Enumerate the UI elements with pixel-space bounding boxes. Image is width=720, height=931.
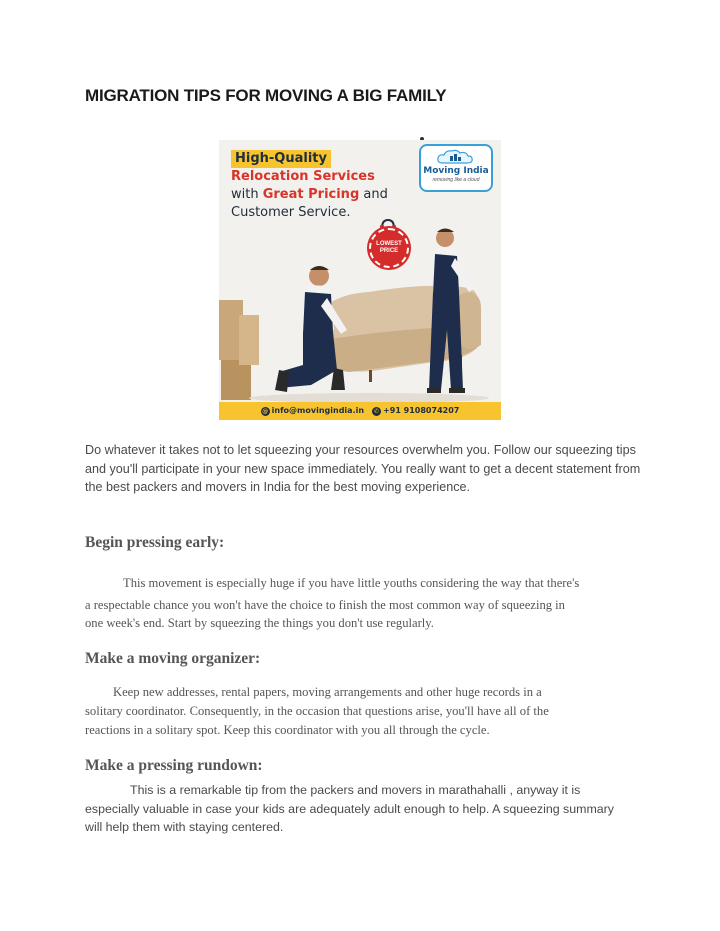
headline-line-4: Customer Service.: [231, 205, 351, 220]
advert-banner: [219, 140, 501, 420]
phone-text: +91 9108074207: [383, 406, 460, 415]
section-2-line-1: Keep new addresses, rental papers, moving arrangements and other huge records in a: [113, 685, 542, 699]
badge-line-2: PRICE: [379, 248, 399, 254]
badge-line-1: LOWEST: [376, 241, 402, 247]
cloud-icon: [435, 149, 475, 165]
section-1-line-3: one week's end. Start by squeezing the things you don't use regularly.: [85, 616, 434, 630]
headline-line-2: Relocation Services: [231, 169, 375, 184]
section-3-line-2: especially valuable in case your kids are adequately adult enough to help. A squeezing summary: [85, 801, 614, 816]
movers-carrying-sofa-illustration: [219, 220, 501, 405]
headline-line-3-highlight: Great Pricing: [262, 187, 360, 202]
section-3-line-3: will help them with staying centered.: [85, 820, 284, 835]
headline-line-3-suffix: and: [359, 187, 388, 202]
moving-india-logo: [419, 144, 493, 192]
email-text: info@movingindia.in: [271, 406, 365, 415]
phone-icon: ✆: [374, 408, 380, 415]
section-paragraph-moving-organizer: [85, 683, 645, 740]
section-2-line-2: solitary coordinator. Consequently, in the occasion that questions arise, you'll have all of the: [85, 704, 549, 718]
section-heading-moving-organizer: Make a moving organizer:: [85, 650, 261, 667]
intro-paragraph: Do whatever it takes not to let squeezing your resources overwhelm you. Follow our squeezing tips and you'll participate in your new space immediately. You really want to get a decent statement from the best packers and movers in India for the best moving experience.: [85, 443, 641, 495]
section-3-line-1: This is a remarkable tip from the packers and movers in marathahalli , anyway it is: [130, 783, 581, 797]
section-1-line-2: a respectable chance you won't have the choice to finish the most common way of squeezing in: [85, 598, 565, 612]
email-contact: [261, 406, 364, 416]
logo-name: Moving India: [423, 166, 489, 176]
banner-contact-bar: [219, 402, 501, 420]
banner-headline: [231, 150, 431, 222]
section-paragraph-begin-pressing: [85, 574, 645, 632]
email-icon: @: [262, 408, 269, 415]
section-heading-begin-pressing: Begin pressing early:: [85, 534, 225, 551]
section-heading-pressing-rundown: Make a pressing rundown:: [85, 757, 263, 774]
section-1-line-1: This movement is especially huge if you have little youths considering the way that there's: [123, 576, 580, 590]
page-title: MIGRATION TIPS FOR MOVING A BIG FAMILY: [85, 86, 447, 105]
headline-line-3-prefix: with: [231, 187, 263, 202]
section-paragraph-pressing-rundown: [85, 781, 645, 837]
section-2-line-3: reactions in a solitary spot. Keep this coordinator with you all through the cycle.: [85, 723, 490, 737]
logo-tagline: removing like a cloud: [432, 177, 480, 183]
phone-contact: [372, 406, 459, 416]
headline-line-1: High-Quality: [231, 150, 331, 168]
